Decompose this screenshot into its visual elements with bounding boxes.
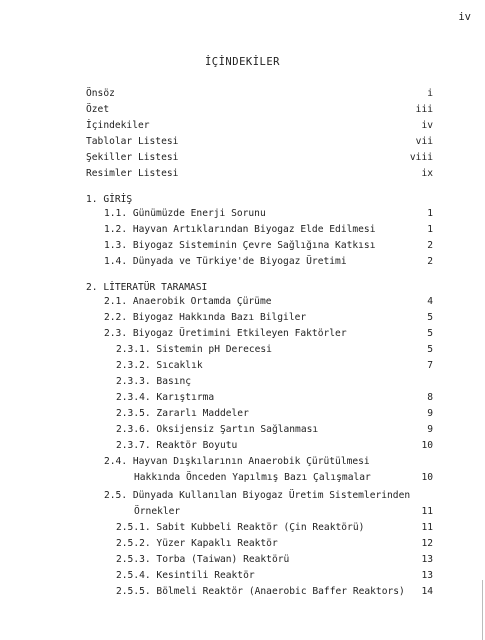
toc-entry-page: 1: [427, 208, 433, 219]
chapter-heading-label: 2. LİTERATÜR TARAMASI: [86, 282, 208, 293]
toc-entry-label: Hakkında Önceden Yapılmış Bazı Çalışmalar: [134, 472, 371, 483]
toc-entry: [0, 568, 485, 584]
toc-entry: [0, 438, 485, 454]
toc-entry-continuation: [0, 504, 485, 520]
toc-entry: [0, 358, 485, 374]
toc-entry-page: 12: [421, 538, 433, 549]
toc-entry: [0, 454, 485, 470]
toc-entry: [0, 342, 485, 358]
toc-entry-page: 14: [421, 586, 433, 597]
toc-entry-page: 2: [427, 240, 433, 251]
toc-entry-page: 7: [427, 360, 433, 371]
toc-entry: [0, 310, 485, 326]
toc-entry-label: 2.5.3. Torba (Taiwan) Reaktörü: [116, 554, 290, 565]
toc-entry-page: 5: [427, 344, 433, 355]
toc-entry: [0, 254, 485, 270]
page-edge-divider: [482, 580, 483, 640]
toc-entry-label: 2.2. Biyogaz Hakkında Bazı Bilgiler: [104, 312, 307, 323]
toc-entry-page: 8: [427, 392, 433, 403]
toc-entry: [0, 222, 485, 238]
toc-entry-page: vii: [415, 136, 433, 147]
toc-entry-page: viii: [409, 152, 433, 163]
toc-entry-label: 2.5.1. Sabit Kubbeli Reaktör (Çin Reaktörü): [116, 522, 365, 533]
toc-entry-page: 9: [427, 424, 433, 435]
toc-entry-sekiller: [0, 150, 485, 166]
toc-entry-page: 11: [421, 522, 433, 533]
toc-entry-page: 10: [421, 440, 433, 451]
toc-entry-label: 2.5.2. Yüzer Kapaklı Reaktör: [116, 538, 278, 549]
toc-entry-label: İçindekiler: [86, 120, 150, 131]
toc-entry: [0, 206, 485, 222]
toc-entry: [0, 390, 485, 406]
toc-entry-label: 2.3.7. Reaktör Boyutu: [116, 440, 238, 451]
toc-entry-label: 2.3. Biyogaz Üretimini Etkileyen Faktörler: [104, 328, 347, 339]
toc-entry-label: Resimler Listesi: [86, 168, 179, 179]
toc-entry-page: i: [427, 88, 433, 99]
toc-entry: [0, 422, 485, 438]
toc-entry-ozet: [0, 102, 485, 118]
toc-entry-tablolar: [0, 134, 485, 150]
toc-entry: [0, 326, 485, 342]
toc-entry-label: 2.1. Anaerobik Ortamda Çürüme: [104, 296, 272, 307]
toc-entry-page: ix: [421, 168, 433, 179]
toc-entry-label: Önsöz: [86, 88, 115, 99]
chapter-heading-label: 1. GİRİŞ: [86, 194, 133, 205]
toc-entry-page: 1: [427, 224, 433, 235]
toc-entry-page: 5: [427, 328, 433, 339]
toc-entry: [0, 238, 485, 254]
toc-entry-onsoz: [0, 86, 485, 102]
toc-entry: [0, 552, 485, 568]
toc-entry-label: Örnekler: [134, 506, 181, 517]
page-number: iv: [458, 11, 471, 23]
toc-entry-page: 13: [421, 570, 433, 581]
toc-entry-resimler: [0, 166, 485, 182]
toc-entry-label: 2.3.1. Sistemin pH Derecesi: [116, 344, 272, 355]
toc-entry-icindekiler: [0, 118, 485, 134]
toc-entry-page: iv: [421, 120, 433, 131]
toc-entry-label: 1.4. Dünyada ve Türkiye'de Biyogaz Üretimi: [104, 256, 347, 267]
toc-entry-label: Şekiller Listesi: [86, 152, 179, 163]
toc-entry: [0, 584, 485, 600]
toc-entry-label: 2.4. Hayvan Dışkılarının Anaerobik Çürütülmesi: [104, 456, 370, 467]
toc-entry-label: 1.2. Hayvan Artıklarından Biyogaz Elde Edilmesi: [104, 224, 376, 235]
toc-entry-label: 2.5. Dünyada Kullanılan Biyogaz Üretim Sistemlerinden: [104, 490, 411, 501]
toc-entry-label: 2.5.4. Kesintili Reaktör: [116, 570, 255, 581]
toc-entry-page: 4: [427, 296, 433, 307]
toc-entry: [0, 488, 485, 504]
toc-entry-label: 2.3.4. Karıştırma: [116, 392, 215, 403]
toc-entry-label: Tablolar Listesi: [86, 136, 179, 147]
toc-entry: [0, 520, 485, 536]
page-title: İÇİNDEKİLER: [204, 56, 281, 68]
toc-entry-page: 11: [421, 506, 433, 517]
toc-entry-page: 10: [421, 472, 433, 483]
toc-entry: [0, 536, 485, 552]
toc-entry: [0, 294, 485, 310]
toc-entry-label: 1.1. Günümüzde Enerji Sorunu: [104, 208, 266, 219]
toc-entry: [0, 374, 485, 390]
toc-entry: [0, 406, 485, 422]
toc-entry-label: 2.3.2. Sıcaklık: [116, 360, 203, 371]
toc-entry-label: 2.5.5. Bölmeli Reaktör (Anaerobic Baffer Reaktors): [116, 586, 405, 597]
toc-entry-page: iii: [415, 104, 433, 115]
toc-entry-label: 2.3.5. Zararlı Maddeler: [116, 408, 249, 419]
toc-entry-page: 13: [421, 554, 433, 565]
toc-entry-label: Özet: [86, 104, 110, 115]
toc-entry-label: 2.3.6. Oksijensiz Şartın Sağlanması: [116, 424, 319, 435]
toc-entry-page: 9: [427, 408, 433, 419]
toc-entry-label: 1.3. Biyogaz Sisteminin Çevre Sağlığına Katkısı: [104, 240, 376, 251]
toc-entry-page: 2: [427, 256, 433, 267]
toc-entry-page: 5: [427, 312, 433, 323]
toc-entry-continuation: [0, 470, 485, 486]
toc-entry-label: 2.3.3. Basınç: [116, 376, 192, 387]
